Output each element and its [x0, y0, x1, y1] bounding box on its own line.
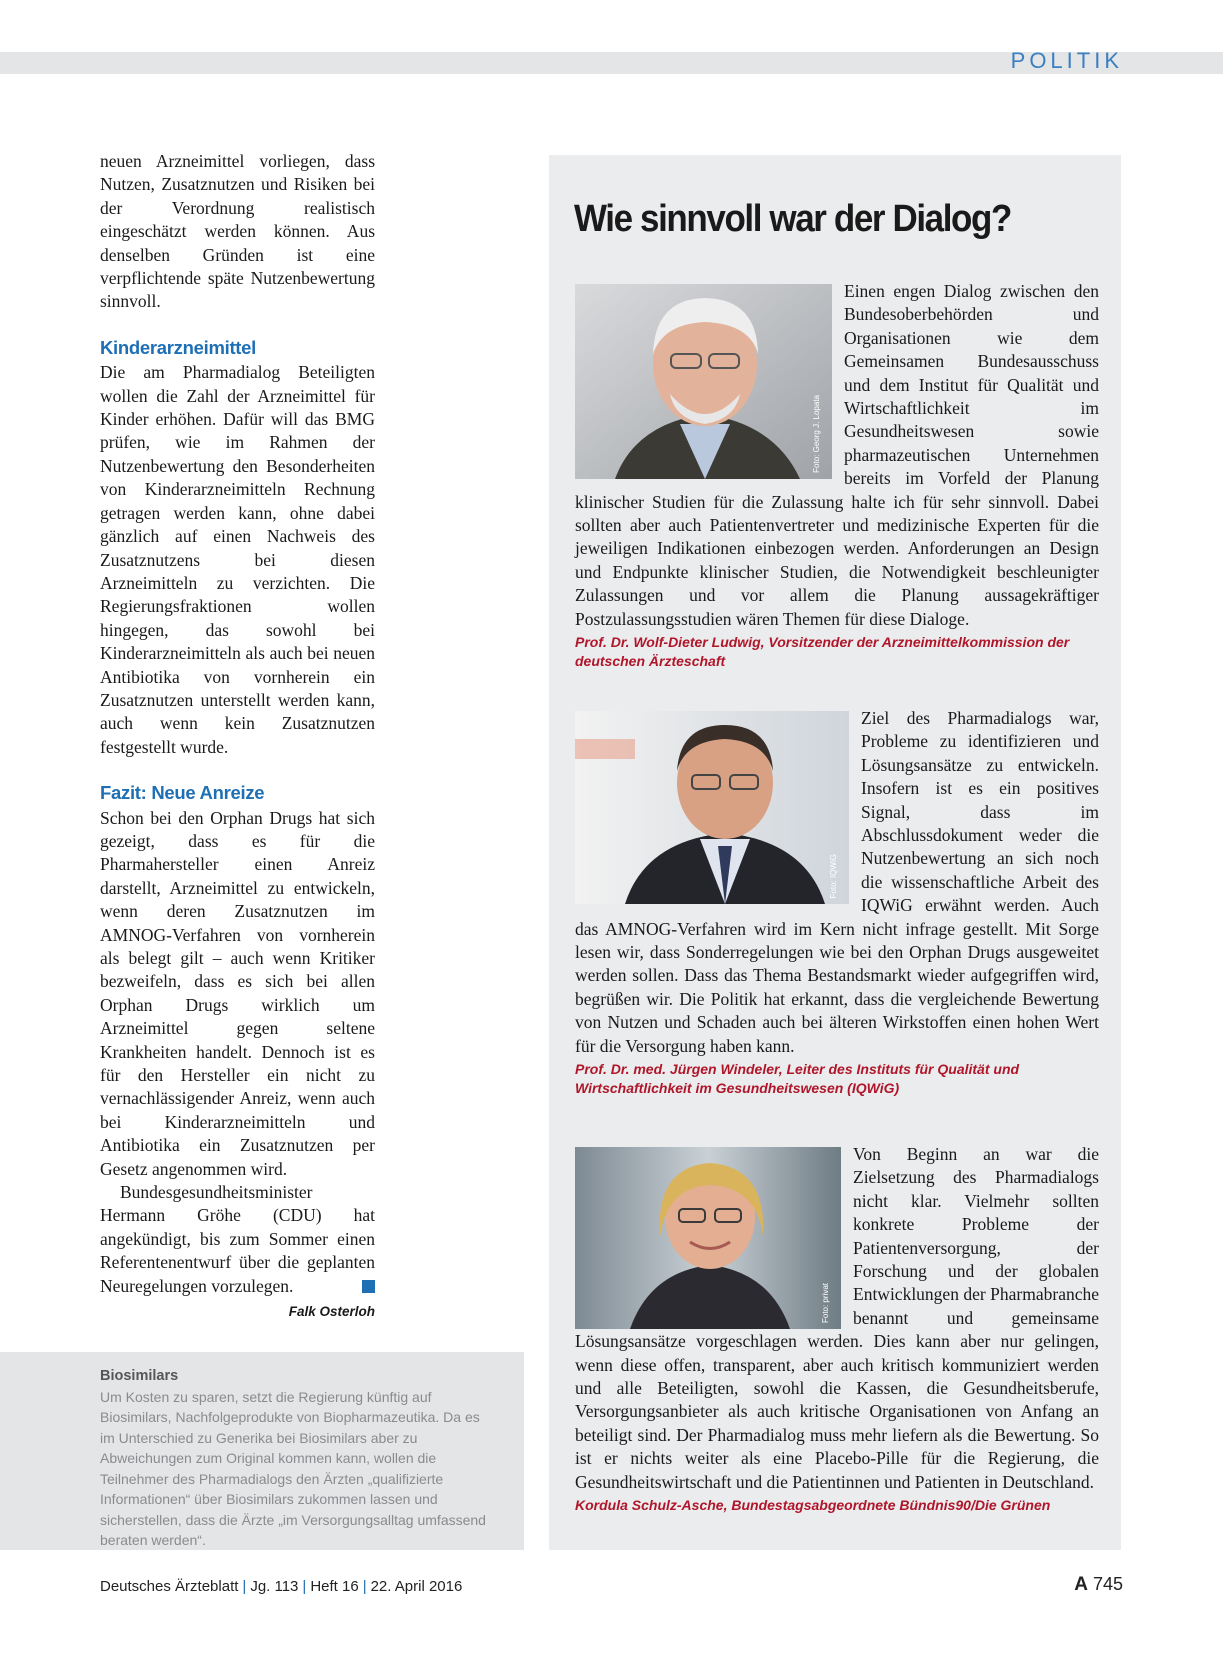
quote-text: Einen engen Dialog zwischen den Bundesoberbehörden und Organisationen wie dem Gemeinsamen Bundesausschuss und dem Institut für Qualität und Wirtschaftlichkeit im Gesundheitswesen sowie pharmazeutischen Unternehmen bereits im Vorfeld der Planung klinischer Studien für die Zulassung halte ich für sehr sinnvoll. Dabei sollten aber auch Patientenvertreter und medizinische Experten für die jeweiligen Indikationen einbezogen werden. Anforderungen an Design und Endpunkte klinischer Studien, die Notwendigkeit beschleunigter Zulassungen und vor allem die Planung aussagekräftiger Postzulassungsstudien wären Themen für diese Dialoge. [575, 281, 1099, 629]
quote-author: Prof. Dr. med. Jürgen Windeler, Leiter des Instituts für Qualität und Wirtschaftlichkeit im Gesundheitswesen (IQWiG) [575, 1061, 1020, 1097]
paragraph [100, 1181, 375, 1298]
footer-separator: | [362, 1578, 367, 1595]
page-value: 745 [1092, 1574, 1123, 1594]
journal-issue: Heft 16 [310, 1578, 359, 1595]
biosimilars-text [100, 1366, 492, 1551]
portrait-windeler-image [575, 711, 849, 904]
portrait-ludwig-image [575, 284, 832, 479]
page-prefix: A [1074, 1574, 1088, 1595]
main-column [100, 150, 375, 1324]
page-number [1074, 1574, 1123, 1596]
section-label: POLITIK [1010, 48, 1123, 73]
quote-windeler [575, 707, 1099, 1098]
footer-separator: | [242, 1578, 247, 1595]
paragraph: neuen Arzneimittel vorliegen, dass Nutzen, Zusatznutzen und Risiken bei der Verordnung realistisch eingeschätzt werden können. Aus denselben Gründen ist eine verpflichtende späte Nutzenbewertung sinnvoll. [100, 151, 375, 312]
paragraph-text: Bundesgesundheitsminister Hermann Gröhe (CDU) hat angekündigt, bis zum Sommer einen Referentenentwurf über die geplanten Neuregelungen vorzulegen. [100, 1182, 375, 1296]
portrait-photo [575, 1147, 841, 1329]
journal-volume: Jg. 113 [250, 1578, 299, 1595]
subheading-fazit: Fazit: Neue Anreize [100, 782, 265, 804]
quote-text: Von Beginn an war die Zielsetzung des Pharmadialogs nicht klar. Vielmehr sollten konkrete Probleme der Patientenversorgung, der Forschung und der globalen Entwicklungen der Pharmabranche benannt und gemeinsame Lösungsansätze vorgeschlagen werden. Dies kann aber nur gelingen, wenn diese offen, transparent, aber auch kritisch kommuniziert werden und alle Beteiligten, sowohl die Kassen, die Gesundheitsberufe, Versorgungsanbieter als auch kritische Organisationen von Anfang an beteiligt sind. Der Pharmadialog muss mehr liefern als die Bewertung. So ist er nichts weiter als eine Placebo-Pille für die Regierung, die Gesundheitswirtschaft und die Patientinnen und Patienten in Deutschland. [575, 1144, 1099, 1492]
footer [100, 1578, 462, 1595]
quote-text: Ziel des Pharmadialogs war, Probleme zu identifizieren und Lösungsansätze zu entwickeln. Insofern ist es ein positives Signal, dass im Abschlussdokument weder die Nutzenbewertung an sich noch die wissenschaftliche Arbeit des IQWiG erwähnt werden. Auch das AMNOG-Verfahren wird im Kern nicht infrage gestellt. Mit Sorge lesen wir, dass Sonderregelungen wie bei den Orphan Drugs ausgeweitet werden sollen. Dass das Thema Bestandsmarkt wieder aufgegriffen wird, begrüßen wir. Die Politik hat erkannt, dass die vergleichende Bewertung von Nutzen und Schaden auch bei älteren Wirkstoffen einen hohen Wert für die Versorgung haben kann. [575, 708, 1099, 1056]
journal-name: Deutsches Ärzteblatt [100, 1578, 239, 1595]
sidebar-title: Wie sinnvoll war der Dialog? [574, 198, 1011, 240]
subheading-kinderarzneimittel: Kinderarzneimittel [100, 336, 256, 358]
portrait-photo [575, 711, 849, 904]
paragraph: Schon bei den Orphan Drugs hat sich gezeigt, dass es für die Pharmahersteller einen Anreiz darstellt, Arzneimittel zu entwickeln, wenn deren Zusatznutzen im AMNOG-Verfahren von vornherein als belegt gilt – auch wenn Kritiker bezweifeln, dass es sich bei allen Orphan Drugs wirklich um Arzneimittel gegen seltene Krankheiten handelt. Dennoch ist es für den Hersteller ein nicht zu vernachlässigender Anreiz, wenn auch bei Kinderarzneimitteln und Antibiotika ein Zusatznutzen per Gesetz angenommen wird. [100, 807, 375, 1179]
portrait-photo [575, 284, 832, 479]
journal-date: 22. April 2016 [370, 1578, 463, 1595]
quote-author: Prof. Dr. Wolf-Dieter Ludwig, Vorsitzender der Arzneimittelkommission der deutschen Ärzteschaft [575, 634, 1070, 670]
biosimilars-body: Um Kosten zu sparen, setzt die Regierung künftig auf Biosimilars, Nachfolgeprodukte von Biopharmazeutika. Da es im Unterschied zu Generika bei Biosimilars aber zu Abweichungen zum Original kommen kann, wollen die Teilnehmer des Pharmadialogs den Ärzten „qualifizierte Informationen“ über Biosimilars zukommen lassen und sicherstellen, dass die Ärzte „im Versorgungsalltag umfassend beraten werden“. [100, 1388, 486, 1548]
end-mark-icon [362, 1280, 375, 1293]
photo-credit: Foto: IQWiG [828, 853, 838, 898]
quote-schulz-asche [575, 1143, 1099, 1515]
biosimilars-title: Biosimilars [100, 1368, 179, 1384]
quote-author: Kordula Schulz-Asche, Bundestagsabgeordnete Bündnis90/Die Grünen [575, 1497, 1051, 1514]
photo-credit: Foto: privat [820, 1282, 830, 1323]
footer-separator: | [302, 1578, 307, 1595]
article-author: Falk Osterloh [288, 1304, 375, 1320]
photo-credit: Foto: Georg J. Lopata [811, 395, 821, 473]
paragraph: Die am Pharmadialog Beteiligten wollen die Zahl der Arzneimittel für Kinder erhöhen. Dafür will das BMG prüfen, wie im Rahmen der Nutzenbewertung den Besonderheiten von Kinderarzneimitteln Rechnung getragen werden kann, ohne dabei gänzlich auf einen Nachweis des Zusatznutzens bei diesen Arzneimitteln zu verzichten. Die Regierungsfraktionen wollen hingegen, das sowohl bei Kinderarzneimitteln als auch bei neuen Antibiotika von vornherein ein Zusatznutzen unterstellt werden kann, auch wenn kein Zusatznutzen festgestellt wurde. [100, 362, 375, 757]
quote-ludwig [575, 280, 1099, 671]
portrait-schulz-asche-image [575, 1147, 841, 1329]
